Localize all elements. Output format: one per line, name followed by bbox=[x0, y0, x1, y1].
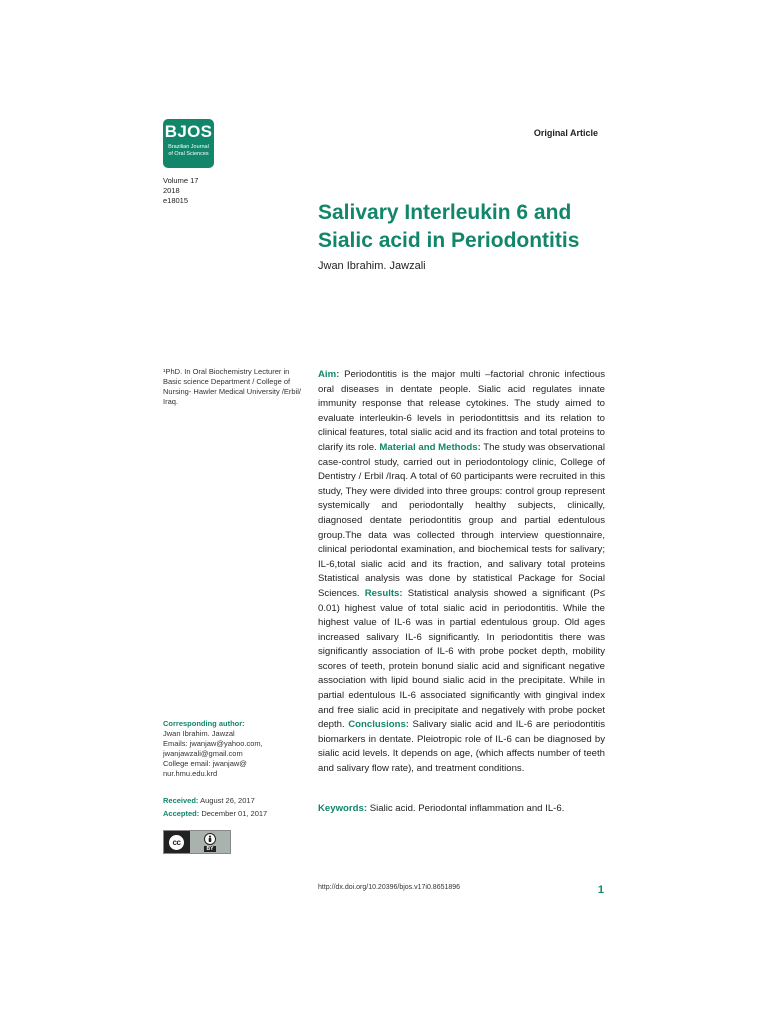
keywords bbox=[318, 802, 605, 815]
volume-number: Volume 17 bbox=[163, 176, 199, 185]
page-number: 1 bbox=[597, 884, 604, 896]
received-label: Received: bbox=[163, 796, 199, 805]
article-authors: Jwan Ibrahim. Jawzali bbox=[318, 260, 426, 272]
keywords-text: Sialic acid. Periodontal inflammation and IL-6. bbox=[367, 803, 565, 814]
article-type: Original Article bbox=[533, 128, 598, 138]
college-email-1[interactable]: College email: jwanjaw@ bbox=[163, 759, 247, 768]
methods-label: Material and Methods: bbox=[379, 441, 481, 453]
aim-label: Aim: bbox=[318, 369, 340, 380]
corresponding-heading: Corresponding author: bbox=[163, 719, 245, 728]
keywords-label: Keywords: bbox=[318, 803, 368, 814]
volume-info bbox=[163, 176, 198, 206]
corresponding-email-2[interactable]: jwanjawzali@gmail.com bbox=[163, 749, 243, 758]
conclusions-text: Salivary sialic acid and IL-6 are periodontitis biomarkers in dentate. Pleiotropic role of IL-6 can be diagnosed by sialic acid levels. It depends on age, (which affects number of teeth and salivary flow rate), and treatment conditions. bbox=[318, 719, 606, 775]
attribution-block bbox=[190, 831, 230, 853]
by-label: BY bbox=[204, 846, 217, 852]
attribution-person-icon bbox=[204, 833, 216, 845]
aim-text: Periodontitis is the major multi –factorial chronic infectious oral diseases in dentate people. Sialic acid regulates innate immunity response that release cytokines. The study aimed to evaluate interleukin-6 levels in periodontittsis and its relation to clinical features, total sialic acid and its fraction and total proteins to clarify its role. bbox=[318, 369, 605, 453]
corresponding-name: Jwan Ibrahim. Jawzal bbox=[163, 729, 235, 738]
conclusions-label: Conclusions: bbox=[348, 719, 409, 731]
creative-commons-icon bbox=[167, 833, 186, 852]
received-date: August 26, 2017 bbox=[198, 796, 255, 805]
accepted-date: December 01, 2017 bbox=[199, 809, 268, 818]
article-title: Salivary Interleukin 6 and Sialic acid in Periodontitis bbox=[318, 201, 580, 252]
volume-year: 2018 bbox=[163, 186, 180, 195]
journal-logo bbox=[163, 119, 214, 168]
cc-by-license-badge[interactable] bbox=[163, 830, 231, 854]
article-id: e18015 bbox=[163, 196, 189, 205]
received-date-row bbox=[163, 794, 303, 807]
doi-link[interactable]: http://dx.doi.org/10.20396/bjos.v17i0.8651896 bbox=[318, 884, 461, 891]
methods-text: The study was observational case-control study, carried out in periodontology clinic, College of Dentistry / Erbil /Iraq. A total of 60 participants were recruited in this study, They were divided into three groups: control group represent systemically and periodontally healthy subjects, clinically, diagnosed dentate periodontitis group and partial edentulous group.The data was collected through interview questionnaire, clinical periodontal examination, and biochemical tests for salivary; IL-6,total sialic acid and its fraction, and salivary total proteins Statistical analysis was done by statistical Package for Social Sciences. bbox=[318, 441, 606, 599]
logo-subtitle-2: of Oral Sciences bbox=[168, 151, 209, 157]
corresponding-author bbox=[163, 719, 303, 779]
logo-text: BJOS bbox=[164, 122, 213, 141]
accepted-date-row bbox=[163, 807, 303, 820]
accepted-label: Accepted: bbox=[163, 809, 200, 818]
corresponding-email-1[interactable]: Emails: jwanjaw@yahoo.com, bbox=[163, 739, 263, 748]
college-email-2[interactable]: nur.hmu.edu.krd bbox=[163, 769, 218, 778]
cc-glyph: cc bbox=[172, 837, 181, 847]
results-text: Statistical analysis showed a significant (P≤ 0.01) highest value of total sialic acid in periodontitis. While the highest value of IL-6 was in partial edentulous group. Old ages increased salivary IL-6 significantly. In periodontitis there was significantly association of IL-6 with probe pocket depth, mobility scores of teeth, protein bonund sialic acid and significant negative association with lipid bound sialic acid in the precipitate. While in partial edentulous IL-6 associated significantly with gingival index and free sialic acid in precipitate and negatively with probe pocket depth. bbox=[318, 587, 605, 731]
abstract bbox=[318, 368, 605, 777]
author-affiliation: ¹PhD. In Oral Biochemistry Lecturer in Basic science Department / College of Nursing- Hawler Medical University /Erbil/ Iraq. bbox=[163, 367, 301, 406]
logo-subtitle-1: Brazilian Journal bbox=[168, 144, 209, 150]
results-label: Results: bbox=[364, 587, 403, 599]
article-dates bbox=[163, 794, 303, 820]
